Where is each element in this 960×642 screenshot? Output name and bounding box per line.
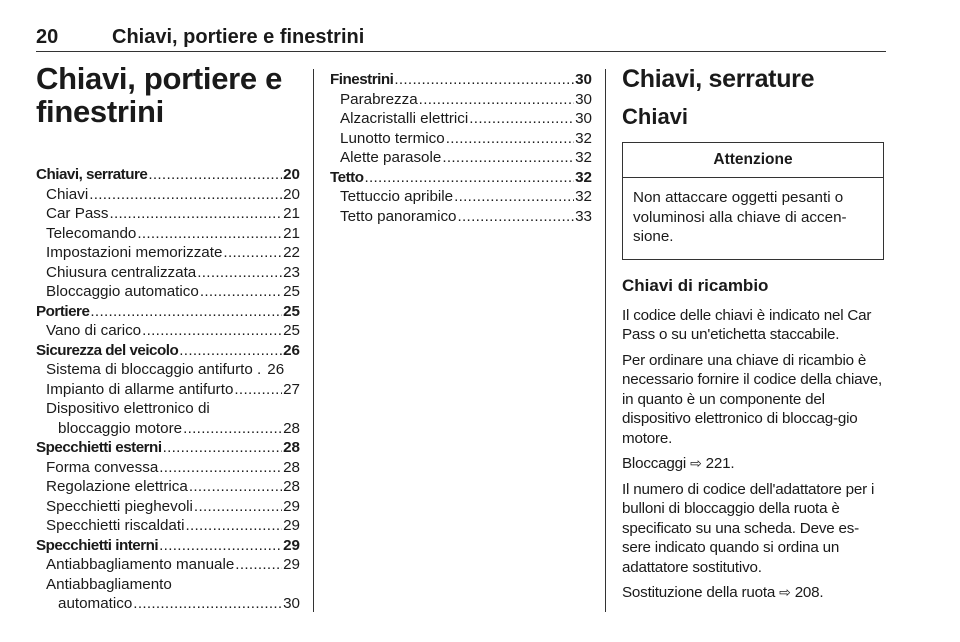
- toc-entry[interactable]: Impostazioni memorizzate ..... 22: [36, 243, 300, 263]
- chapter-title-line: finestrini: [36, 94, 164, 129]
- toc-entry[interactable]: Chiavi ..... 20: [36, 185, 300, 205]
- table-of-contents: [330, 70, 592, 226]
- column-divider: [605, 69, 606, 612]
- chapter-title-line: Chiavi, portiere e: [36, 61, 283, 96]
- toc-entry-line: Dispositivo elettronico di: [46, 400, 210, 417]
- toc-section[interactable]: Finestrini ..... 30: [330, 70, 592, 90]
- arrow-right-icon: ⇨: [779, 584, 791, 600]
- cross-reference-page: 221.: [705, 455, 735, 472]
- toc-entry[interactable]: Telecomando ..... 21: [36, 224, 300, 244]
- toc-entry[interactable]: Alzacristalli elettrici ..... 30: [330, 109, 592, 129]
- running-title: Chiavi, portiere e finestrini: [112, 26, 365, 48]
- toc-entry[interactable]: Specchietti riscaldati ..... 29: [36, 516, 300, 536]
- toc-entry[interactable]: Regolazione elettrica ..... 28: [36, 477, 300, 497]
- body-paragraph: Il codice delle chiavi è indicato nel Car Pass o su un'etichetta staccabile.: [622, 306, 872, 343]
- toc-section[interactable]: Chiavi, serrature ..... 20: [36, 165, 300, 185]
- toc-entry[interactable]: bloccaggio motore ..... 28: [36, 419, 300, 439]
- toc-entry[interactable]: Car Pass ..... 21: [36, 204, 300, 224]
- page-header: [36, 26, 886, 52]
- toc-entry[interactable]: Parabrezza ..... 30: [330, 90, 592, 110]
- toc-entry[interactable]: Forma convessa ..... 28: [36, 458, 300, 478]
- toc-entry[interactable]: Tetto panoramico ..... 33: [330, 207, 592, 227]
- toc-section[interactable]: Specchietti esterni ..... 28: [36, 438, 300, 458]
- toc-entry[interactable]: Alette parasole ..... 32: [330, 148, 592, 168]
- warning-box: [622, 142, 884, 260]
- toc-entry[interactable]: Lunotto termico ..... 32: [330, 129, 592, 149]
- toc-column-1: [36, 62, 300, 614]
- subsection-title: Chiavi: [622, 104, 689, 129]
- toc-entry-line: Antiabbagliamento: [46, 575, 172, 593]
- chapter-title: [36, 62, 300, 128]
- cross-reference-text: Sostituzione della ruota: [622, 584, 776, 601]
- toc-entry[interactable]: Vano di carico ..... 25: [36, 321, 300, 341]
- arrow-right-icon: ⇨: [690, 455, 702, 471]
- warning-text: Non attaccare oggetti pesanti o voluminosi alla chiave di accen-sione.: [633, 189, 847, 245]
- toc-entry[interactable]: Chiusura centralizzata ..... 23: [36, 263, 300, 283]
- warning-heading: Attenzione: [623, 143, 883, 178]
- cross-reference[interactable]: [622, 454, 886, 474]
- body-paragraph: Il numero di codice dell'adattatore per i bulloni di bloccaggio della ruota è specificato su una scheda. Deve es-sere indicato quando si ordina un adattatore sostitutivo.: [622, 480, 875, 576]
- toc-entry[interactable]: Specchietti pieghevoli ..... 29: [36, 497, 300, 517]
- toc-section[interactable]: Sicurezza del veicolo ..... 26: [36, 341, 300, 361]
- content-column: [622, 62, 886, 609]
- toc-section[interactable]: Specchietti interni ..... 29: [36, 536, 300, 556]
- cross-reference[interactable]: [622, 583, 886, 603]
- toc-entry[interactable]: Sistema di bloccaggio antifurto . 26: [46, 361, 285, 378]
- section-title: Chiavi, serrature: [622, 65, 815, 93]
- toc-entry[interactable]: Bloccaggio automatico ..... 25: [36, 282, 300, 302]
- header-rule: [36, 51, 886, 52]
- toc-entry[interactable]: Antiabbagliamento manuale ..... 29: [36, 555, 300, 575]
- table-of-contents: [36, 165, 300, 614]
- column-divider: [313, 69, 314, 612]
- cross-reference-page: 208.: [794, 584, 824, 601]
- toc-entry[interactable]: Impianto di allarme antifurto ..... 27: [36, 380, 300, 400]
- cross-reference-text: Bloccaggi: [622, 455, 687, 472]
- page-number: 20: [36, 26, 59, 48]
- toc-section[interactable]: Portiere ..... 25: [36, 302, 300, 322]
- toc-entry[interactable]: Tettuccio apribile ..... 32: [330, 187, 592, 207]
- toc-section[interactable]: Tetto ..... 32: [330, 168, 592, 188]
- toc-column-2: [330, 70, 592, 226]
- spare-keys-heading: Chiavi di ricambio: [622, 275, 769, 295]
- body-paragraph: Per ordinare una chiave di ricambio è necessario fornire il codice della chiave, in quanto è un componente del dispositivo elettronico di bloccag-gio motore.: [622, 351, 883, 447]
- toc-entry[interactable]: automatico ..... 30: [36, 594, 300, 614]
